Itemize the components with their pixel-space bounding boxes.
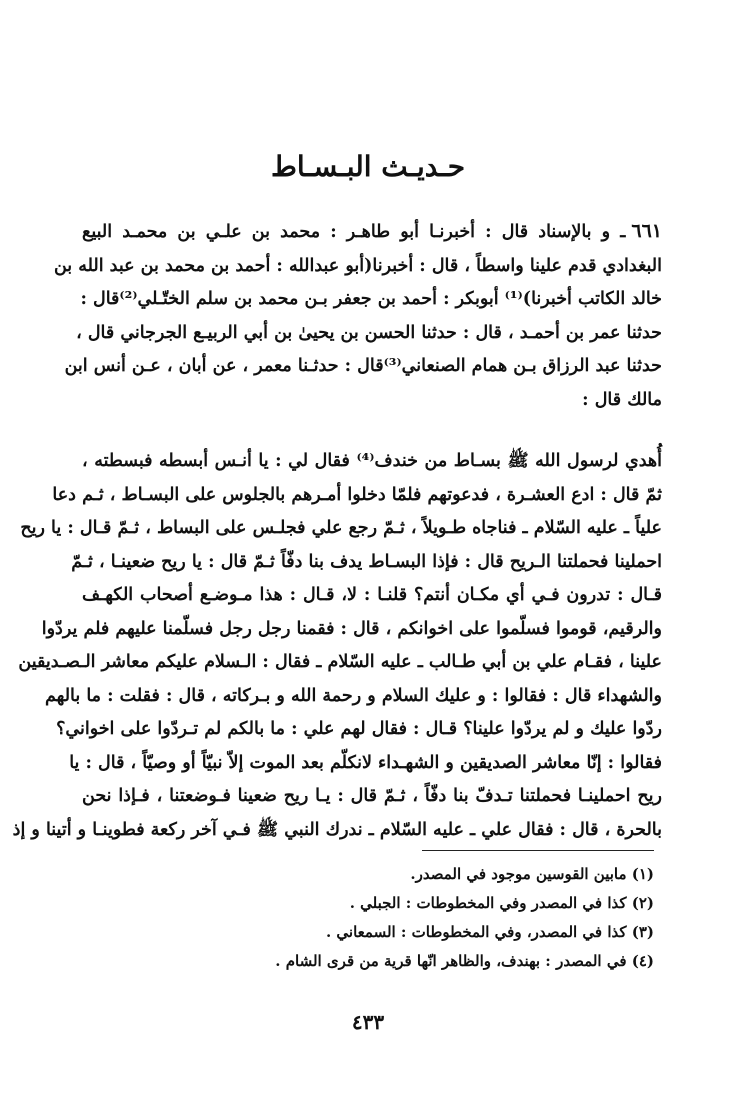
- footnotes: [94, 860, 654, 976]
- footnote: (٣) كذا في المصدر، وفي المخطوطات : السمعاني .: [325, 923, 654, 941]
- narrative-line: علياً ـ عليه السّلام ـ فناجاه طـويلاً ، ثـمّ رجع علي فجلـس على البساط ، ثـمّ قـال : يا ريح: [20, 518, 662, 538]
- isnad-line: حدثنا عبد الرزاق بـن همام الصنعاني⁽³⁾قال : حدثـنا معمر ، عن أبان ، عـن أنس ابن: [64, 356, 662, 376]
- footnote: (١) مابين القوسين موجود في المصدر.: [410, 865, 654, 883]
- narrative-line: أُهدي لرسول الله ﷺ بسـاط من خندف⁽⁴⁾ فقال لي : يا أنـس أبسطه فبسطته ،: [82, 451, 662, 471]
- isnad-line: حدثنا عمر بن أحمـد ، قال : حدثنا الحسن بن يحيىٰ بن أبي الربيـع الجرجاني قال ،: [76, 322, 662, 343]
- narrative-line: ريح احملينـا فحملتنا تـدفّ بنا دفّاً ، ثـمّ قال : يـا ريح ضعينا فـوضعتنا ، فـإذا نحن: [82, 786, 662, 806]
- narrative-line: ثمّ قال : ادع العشـرة ، فدعوتهم فلمّا دخلوا أمـرهم بالجلوس على البسـاط ، ثـم دعا: [52, 484, 662, 505]
- narrative-line: بالحرة ، قال : فقال علي ـ عليه السّلام ـ ندرك النبي ﷺ فـي آخر ركعة فطوينـا و أتينا و إذ: [12, 819, 662, 840]
- footnote: (٤) في المصدر : بهندف، والظاهر انّها قرية من قرى الشام .: [275, 952, 654, 970]
- isnad-line: خالد الكاتب أخبرنا)⁽¹⁾ أبوبكر : أحمد بن جعفر بـن محمد بن سلم الختّـلي⁽²⁾قال :: [80, 289, 662, 309]
- narrative-line: ردّوا عليك و لم يردّوا علينا؟ قـال : فقال لهم علي : ما بالكم لم تـردّوا على اخواني؟: [56, 719, 662, 739]
- footnote-divider: [422, 850, 654, 851]
- narrative-line: علينا ، فقـام علي بن أبي طـالب ـ عليه السّلام ـ فقال : الـسلام عليكم معاشر الـصـديقين: [18, 652, 662, 672]
- narrative-line: والشهداء قال : فقالوا : و عليك السلام و رحمة الله و بـركاته ، قال : فقلت : ما بالهم: [44, 685, 662, 706]
- footnote: (٢) كذا في المصدر وفي المخطوطات : الجبلي .: [349, 894, 654, 912]
- narrative-line: قـال : تدرون فـي أي مكـان أنتم؟ قلنـا : لا، قـال : هذا مـوضـع أصحاب الكهـف: [82, 585, 662, 605]
- narrative-line: احملينا فحملتنا الـريح قال : فإذا البسـاط يدف بنا دفّاً ثـمّ قال : يا ريح ضعينـا ، ثـمّ: [71, 551, 662, 572]
- isnad-line-text: ـ و بالإسناد قال : أخبرنـا أبو طاهـر : محمد بن علـي بن محمـد البيع: [82, 222, 626, 242]
- hadith-number: ٦٦١: [631, 220, 662, 242]
- isnad-line: [82, 215, 662, 250]
- chapter-title: حـديـث البـسـاط: [270, 150, 466, 183]
- isnad-line: مالك قال :: [582, 389, 662, 410]
- page-number: ٤٣٣: [351, 1010, 385, 1034]
- isnad-paragraph: [53, 215, 662, 417]
- narrative-paragraph: [12, 445, 662, 847]
- narrative-line: فقالوا : إنّا معاشر الصديقين و الشهـداء لانكلّم بعد الموت إلاّ نبيّاً أو وصيّاً ، قال : يا: [69, 752, 662, 773]
- isnad-line: البغدادي قدم علينا واسطاً ، قال : أخبرنا(أبو عبدالله : أحمد بن محمد بن عبد الله بن: [53, 255, 662, 276]
- narrative-line: والرقيم، قوموا فسلّموا على اخوانكم ، قال : فقمنا رجل رجل فسلّمنا عليهم فلم يردّوا: [41, 618, 662, 639]
